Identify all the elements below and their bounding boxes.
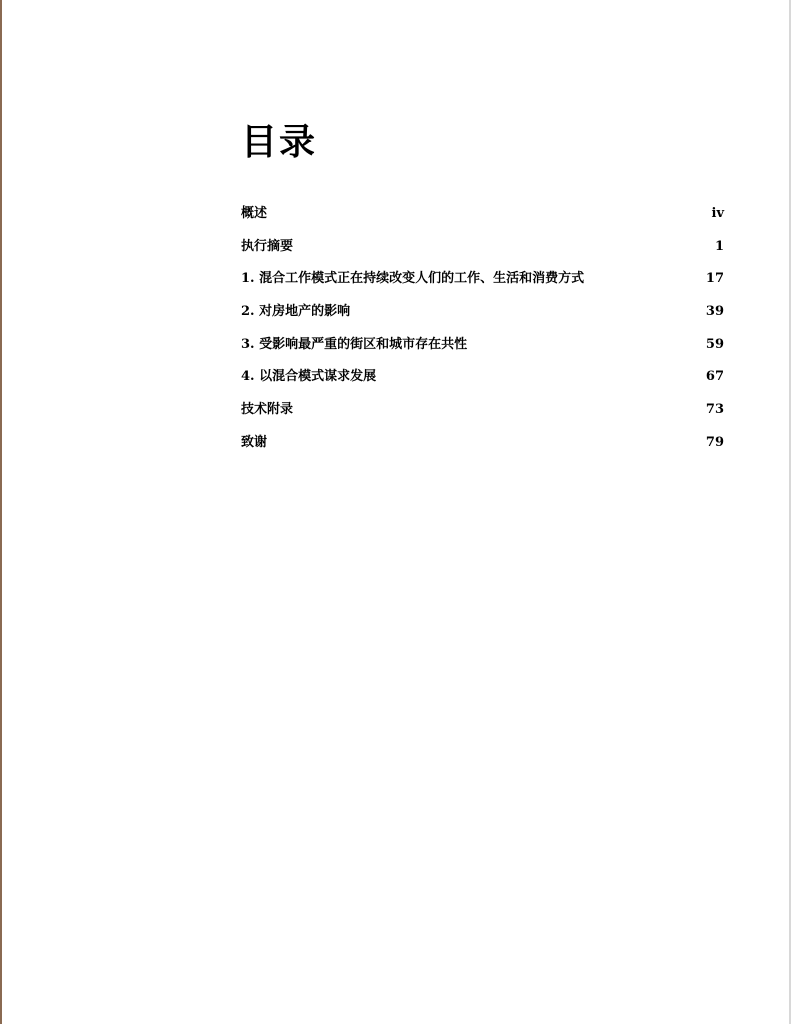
toc-entry-chapter-4[interactable] <box>241 367 724 400</box>
toc-entry-page-number: 1 <box>714 238 724 254</box>
toc-entry-title: 致谢 <box>241 434 268 450</box>
toc-entry-chapter-2[interactable] <box>241 302 724 335</box>
toc-entry-page-number: 79 <box>705 434 724 450</box>
toc-entry-page-number: iv <box>711 206 724 221</box>
toc-entry-title: 4. 以混合模式谋求发展 <box>241 369 377 385</box>
toc-entry-title: 1. 混合工作模式正在持续改变人们的工作、生活和消费方式 <box>241 271 585 287</box>
toc-entry-page-number: 73 <box>705 402 724 418</box>
toc-entry-title: 概述 <box>241 206 268 221</box>
toc-entry-overview[interactable] <box>241 204 724 237</box>
toc-entry-page-number: 39 <box>705 304 724 320</box>
toc-entry-chapter-1[interactable] <box>241 269 724 302</box>
table-of-contents <box>241 204 724 466</box>
page-title: 目录 <box>241 121 318 163</box>
toc-entry-chapter-3[interactable] <box>241 335 724 368</box>
toc-entry-page-number: 67 <box>705 369 724 385</box>
toc-entry-page-number: 59 <box>705 336 724 352</box>
page-left-edge <box>0 0 2 1024</box>
toc-entry-technical-appendix[interactable] <box>241 400 724 433</box>
toc-entry-title: 执行摘要 <box>241 238 294 254</box>
toc-entry-title: 技术附录 <box>241 402 294 418</box>
toc-entry-executive-summary[interactable] <box>241 237 724 270</box>
toc-entry-title: 3. 受影响最严重的街区和城市存在共性 <box>241 336 468 352</box>
toc-entry-title: 2. 对房地产的影响 <box>241 304 351 320</box>
toc-entry-page-number: 17 <box>705 271 724 287</box>
toc-entry-acknowledgements[interactable] <box>241 433 724 466</box>
